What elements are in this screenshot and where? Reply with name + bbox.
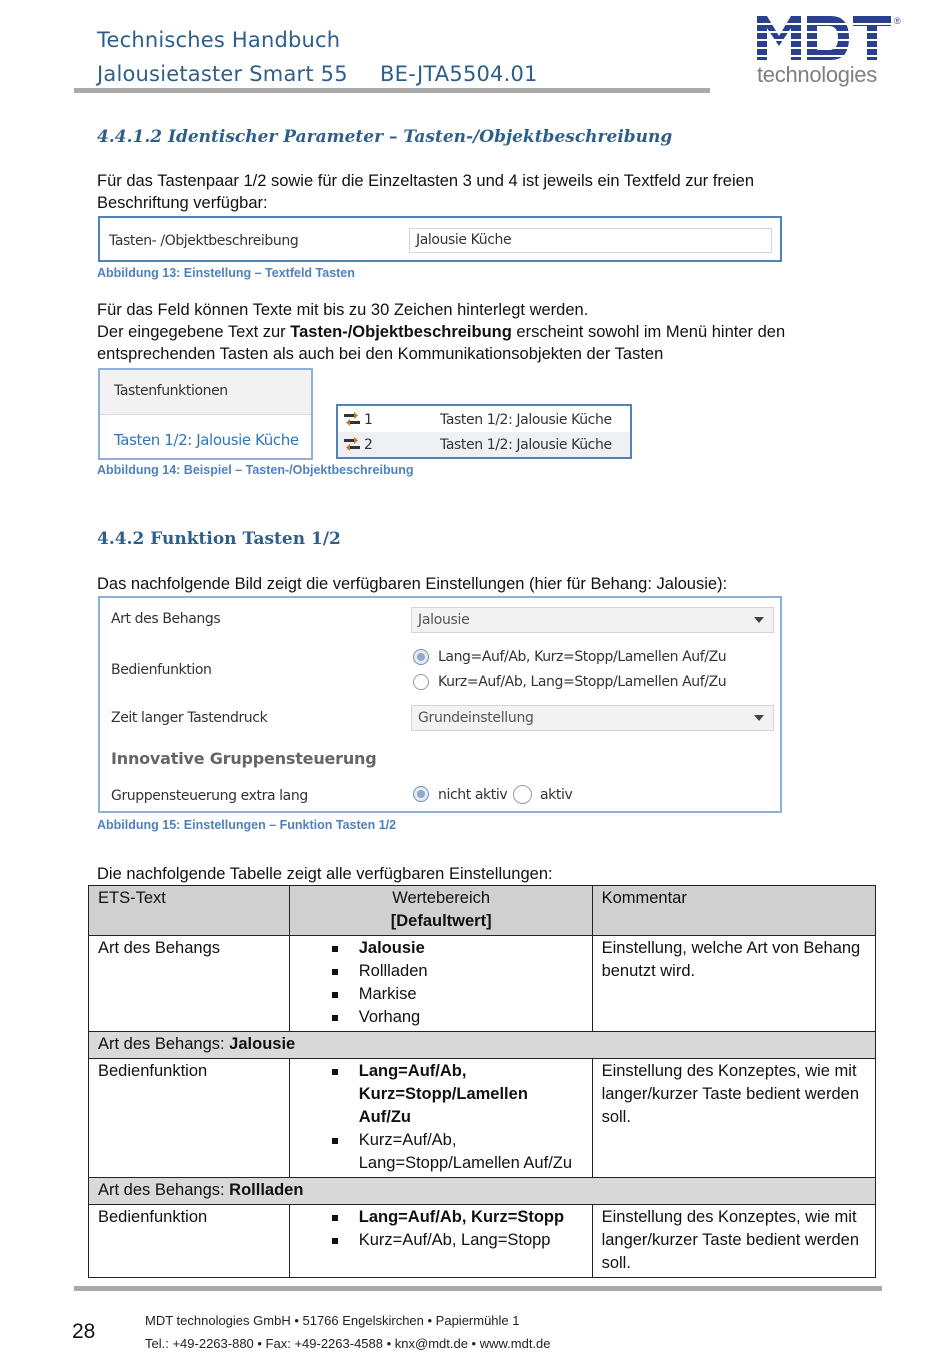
col-header-kommentar: Kommentar <box>592 886 875 936</box>
gruppensteuerung-radio-aktiv[interactable] <box>513 785 532 804</box>
section-heading-4412: 4.4.1.2 Identischer Parameter – Tasten-/Objektbeschreibung <box>97 127 673 147</box>
table-row <box>89 1059 876 1178</box>
intro-line-1: Für das Tastenpaar 1/2 sowie für die Einzeltasten 3 und 4 ist jeweils ein Textfeld zur freien <box>97 172 755 190</box>
row-comment: Einstellung des Konzeptes, wie mit langer/kurzer Taste bedient werden soll. <box>592 1059 875 1178</box>
group-title: Innovative Gruppensteuerung <box>111 749 377 768</box>
para-line-3: entsprechenden Tasten als auch bei den Kommunikationsobjekten der Tasten <box>97 345 664 363</box>
object-name[interactable]: Tasten 1/2: Jalousie Küche <box>440 437 612 453</box>
figure-15-caption: Abbildung 15: Einstellungen – Funktion Tasten 1/2 <box>97 818 397 832</box>
row-name: Art des Behangs <box>89 936 290 1032</box>
object-name[interactable]: Tasten 1/2: Jalousie Küche <box>440 412 612 428</box>
para-line-2: Der eingegebene Text zur Tasten-/Objektbeschreibung erscheint sowohl im Menü hinter den <box>97 323 786 341</box>
art-des-behangs-value: Jalousie <box>418 612 470 628</box>
table-intro: Die nachfolgende Tabelle zeigt alle verfügbaren Einstellungen: <box>97 865 553 883</box>
menu-item-tasten-12[interactable]: Tasten 1/2: Jalousie Küche <box>114 431 299 449</box>
value-option: Lang=Auf/Ab, Kurz=Stopp/Lamellen Auf/Zu <box>299 1060 584 1129</box>
figure-13-caption: Abbildung 13: Einstellung – Textfeld Tasten <box>97 266 355 280</box>
object-number: 2 <box>364 437 373 453</box>
header-product: Jalousietaster Smart 55 <box>97 62 348 86</box>
objektbeschreibung-label: Tasten- /Objektbeschreibung <box>109 233 299 249</box>
gruppensteuerung-option-aktiv[interactable]: aktiv <box>540 787 573 803</box>
value-option: Kurz=Auf/Ab, Lang=Stopp/Lamellen Auf/Zu <box>299 1129 584 1175</box>
bedienfunktion-option-2[interactable]: Kurz=Auf/Ab, Lang=Stopp/Lamellen Auf/Zu <box>438 674 727 690</box>
art-des-behangs-select[interactable] <box>411 607 774 633</box>
footer-address: MDT technologies GmbH • 51766 Engelskirchen • Papiermühle 1 <box>145 1313 520 1328</box>
section2-intro: Das nachfolgende Bild zeigt die verfügbaren Einstellungen (hier für Behang: Jalousie): <box>97 575 728 593</box>
section-heading-442: 4.4.2 Funktion Tasten 1/2 <box>97 529 341 549</box>
table-row <box>89 1205 876 1278</box>
bedienfunktion-radio-1[interactable] <box>413 649 429 665</box>
zeit-langer-tastendruck-label: Zeit langer Tastendruck <box>111 710 268 726</box>
object-number: 1 <box>364 412 373 428</box>
row-values <box>289 1059 592 1178</box>
page-number: 28 <box>72 1320 96 1343</box>
logo-subtitle: technologies <box>757 62 877 87</box>
value-option: Markise <box>299 983 584 1006</box>
row-name: Bedienfunktion <box>89 1059 290 1178</box>
row-name: Bedienfunktion <box>89 1205 290 1278</box>
bedienfunktion-label: Bedienfunktion <box>111 662 212 678</box>
para-bold-term: Tasten-/Objektbeschreibung <box>290 323 512 341</box>
table-subheader-row <box>89 1178 876 1205</box>
table-header-row <box>89 886 876 936</box>
object-arrows-icon <box>344 437 360 451</box>
objektbeschreibung-input[interactable]: Jalousie Küche <box>409 228 772 253</box>
zeit-langer-tastendruck-value: Grundeinstellung <box>418 710 534 726</box>
zeit-langer-tastendruck-select[interactable] <box>411 705 774 731</box>
gruppensteuerung-radio-nicht-aktiv[interactable] <box>413 786 429 802</box>
header-title: Technisches Handbuch <box>97 28 341 52</box>
logo-registered-mark: ® <box>894 16 901 26</box>
menu-title: Tastenfunktionen <box>114 383 228 399</box>
gruppensteuerung-option-nicht-aktiv[interactable]: nicht aktiv <box>438 787 508 803</box>
footer-contact: Tel.: +49-2263-880 • Fax: +49-2263-4588 • knx@mdt.de • www.mdt.de <box>145 1336 551 1351</box>
header-code: BE-JTA5504.01 <box>380 62 538 86</box>
gruppensteuerung-label: Gruppensteuerung extra lang <box>111 788 308 804</box>
chevron-down-icon <box>754 617 764 623</box>
value-option: Vorhang <box>299 1006 584 1029</box>
art-des-behangs-label: Art des Behangs <box>111 611 221 627</box>
table-subheader-row <box>89 1032 876 1059</box>
mdt-logo-mark <box>757 14 892 62</box>
intro-line-2: Beschriftung verfügbar: <box>97 194 268 212</box>
value-option: Jalousie <box>299 937 584 960</box>
intro-paragraph <box>97 170 754 214</box>
row-comment: Einstellung, welche Art von Behang benutzt wird. <box>592 936 875 1032</box>
col-header-ets-text: ETS-Text <box>89 886 290 936</box>
figure-14-objects <box>336 404 632 459</box>
value-option: Rollladen <box>299 960 584 983</box>
table-row <box>89 936 876 1032</box>
figure-15-settings <box>98 596 782 813</box>
header-rule <box>74 88 710 93</box>
chevron-down-icon <box>754 715 764 721</box>
row-values <box>289 1205 592 1278</box>
description-paragraph <box>97 299 785 365</box>
col-header-wertebereich: Wertebereich [Defaultwert] <box>289 886 592 936</box>
value-option: Kurz=Auf/Ab, Lang=Stopp <box>299 1229 584 1252</box>
subheader-rollladen: Art des Behangs: Rollladen <box>89 1178 876 1205</box>
object-arrows-icon <box>344 412 360 426</box>
row-comment: Einstellung des Konzeptes, wie mit langer/kurzer Taste bedient werden soll. <box>592 1205 875 1278</box>
bedienfunktion-option-1[interactable]: Lang=Auf/Ab, Kurz=Stopp/Lamellen Auf/Zu <box>438 649 727 665</box>
settings-table <box>88 885 876 1278</box>
figure-14-menu <box>98 368 313 460</box>
figure-13-textfield <box>98 216 782 262</box>
para-line-1: Für das Feld können Texte mit bis zu 30 Zeichen hinterlegt werden. <box>97 301 589 319</box>
row-values <box>289 936 592 1032</box>
footer-rule <box>74 1286 882 1291</box>
subheader-jalousie: Art des Behangs: Jalousie <box>89 1032 876 1059</box>
value-option: Lang=Auf/Ab, Kurz=Stopp <box>299 1206 584 1229</box>
figure-14-caption: Abbildung 14: Beispiel – Tasten-/Objektbeschreibung <box>97 463 414 477</box>
bedienfunktion-radio-2[interactable] <box>413 674 429 690</box>
